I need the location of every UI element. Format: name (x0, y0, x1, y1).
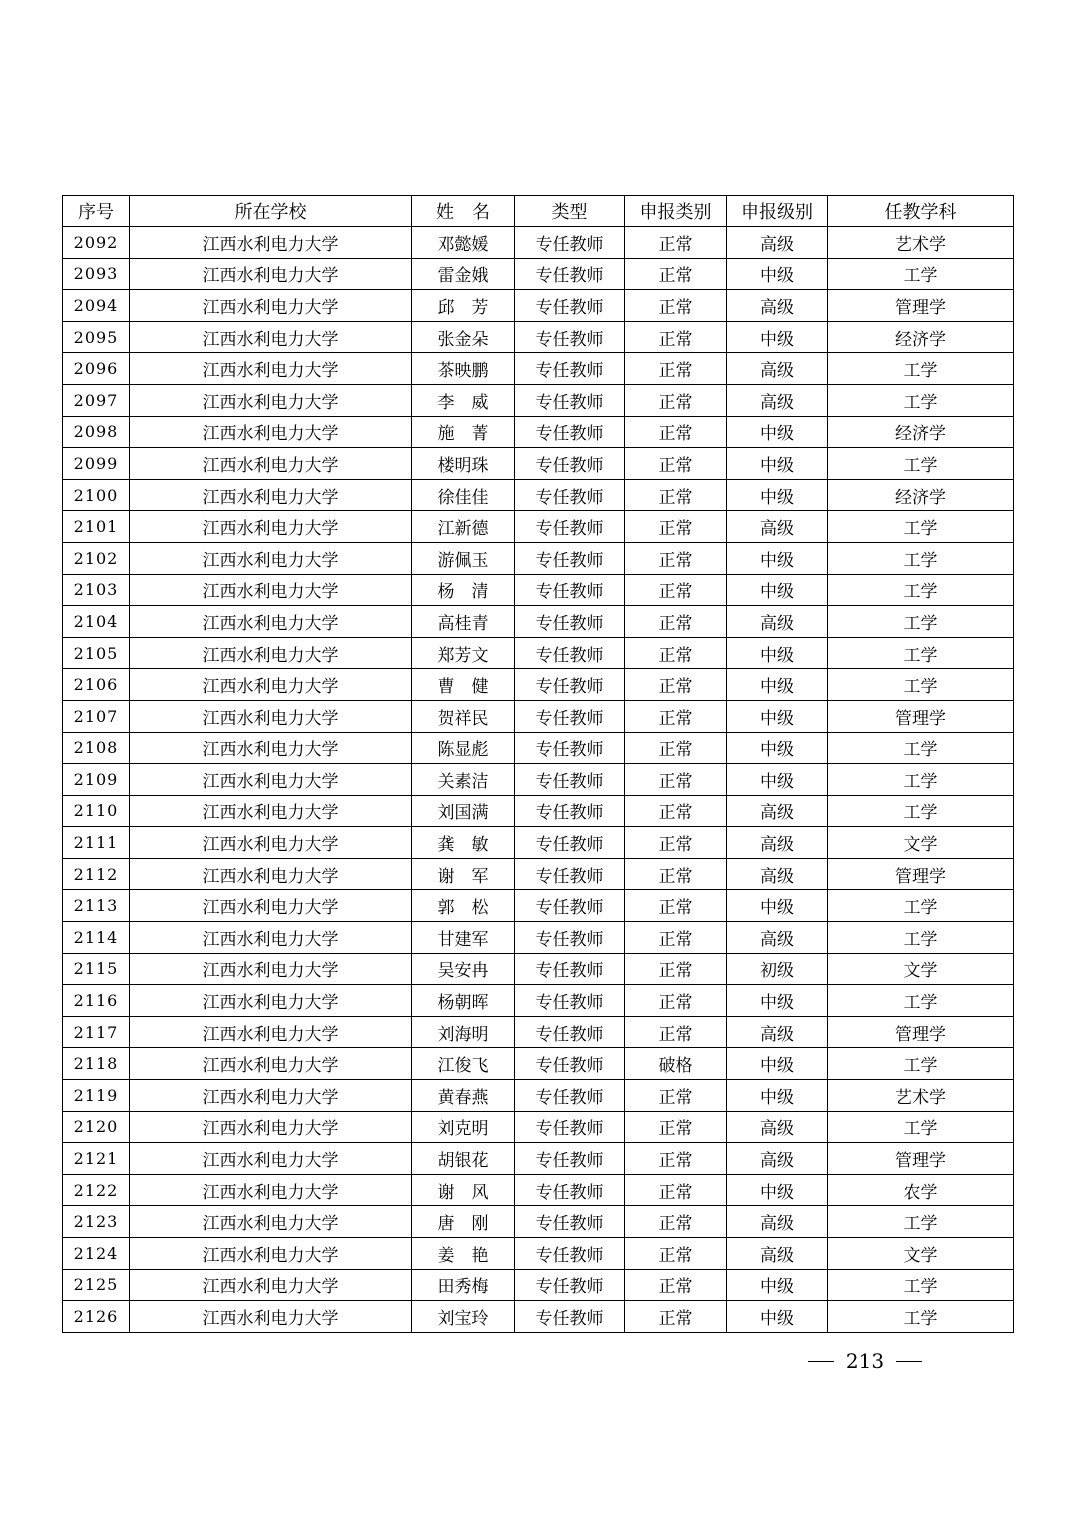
cell-type: 专任教师 (515, 764, 625, 796)
cell-level: 高级 (727, 384, 828, 416)
table-row (63, 1143, 1014, 1175)
cell-name: 杨朝晖 (412, 985, 515, 1017)
cell-index: 2111 (63, 827, 130, 859)
cell-school: 江西水利电力大学 (130, 1206, 412, 1238)
cell-index: 2108 (63, 732, 130, 764)
cell-name: 郭 松 (412, 890, 515, 922)
cell-school: 江西水利电力大学 (130, 479, 412, 511)
table-row (63, 290, 1014, 322)
col-header-index: 序号 (63, 196, 130, 227)
cell-type: 专任教师 (515, 1301, 625, 1333)
cell-index: 2105 (63, 637, 130, 669)
table-row (63, 1206, 1014, 1238)
cell-school: 江西水利电力大学 (130, 922, 412, 954)
cell-school: 江西水利电力大学 (130, 353, 412, 385)
cell-category: 正常 (625, 764, 727, 796)
cell-level: 中级 (727, 574, 828, 606)
cell-index: 2093 (63, 258, 130, 290)
cell-subject: 工学 (828, 1301, 1014, 1333)
cell-school: 江西水利电力大学 (130, 384, 412, 416)
cell-school: 江西水利电力大学 (130, 321, 412, 353)
cell-school: 江西水利电力大学 (130, 574, 412, 606)
cell-subject: 工学 (828, 606, 1014, 638)
table-header (63, 196, 1014, 227)
cell-subject: 工学 (828, 890, 1014, 922)
cell-index: 2107 (63, 700, 130, 732)
cell-index: 2097 (63, 384, 130, 416)
cell-level: 中级 (727, 479, 828, 511)
cell-level: 高级 (727, 827, 828, 859)
cell-category: 正常 (625, 795, 727, 827)
cell-name: 李 威 (412, 384, 515, 416)
table-row (63, 1301, 1014, 1333)
cell-category: 正常 (625, 1080, 727, 1112)
cell-name: 胡银花 (412, 1143, 515, 1175)
cell-subject: 工学 (828, 448, 1014, 480)
cell-name: 吴安冉 (412, 953, 515, 985)
cell-name: 杨 清 (412, 574, 515, 606)
table-row (63, 764, 1014, 796)
cell-subject: 工学 (828, 353, 1014, 385)
cell-subject: 工学 (828, 258, 1014, 290)
cell-name: 甘建军 (412, 922, 515, 954)
table-row (63, 922, 1014, 954)
cell-level: 初级 (727, 953, 828, 985)
cell-index: 2092 (63, 227, 130, 259)
cell-name: 邱 芳 (412, 290, 515, 322)
cell-name: 田秀梅 (412, 1269, 515, 1301)
cell-category: 正常 (625, 732, 727, 764)
cell-type: 专任教师 (515, 606, 625, 638)
cell-level: 中级 (727, 1269, 828, 1301)
cell-category: 正常 (625, 858, 727, 890)
cell-level: 高级 (727, 290, 828, 322)
cell-type: 专任教师 (515, 227, 625, 259)
cell-subject: 艺术学 (828, 227, 1014, 259)
table-row (63, 1238, 1014, 1270)
cell-name: 高桂青 (412, 606, 515, 638)
cell-school: 江西水利电力大学 (130, 1238, 412, 1270)
cell-type: 专任教师 (515, 290, 625, 322)
cell-name: 黄春燕 (412, 1080, 515, 1112)
cell-category: 正常 (625, 258, 727, 290)
cell-category: 正常 (625, 1206, 727, 1238)
cell-category: 正常 (625, 448, 727, 480)
table-row (63, 448, 1014, 480)
cell-level: 中级 (727, 732, 828, 764)
cell-subject: 工学 (828, 764, 1014, 796)
cell-type: 专任教师 (515, 1048, 625, 1080)
cell-school: 江西水利电力大学 (130, 858, 412, 890)
cell-index: 2096 (63, 353, 130, 385)
cell-type: 专任教师 (515, 1174, 625, 1206)
cell-type: 专任教师 (515, 637, 625, 669)
cell-index: 2123 (63, 1206, 130, 1238)
cell-type: 专任教师 (515, 1238, 625, 1270)
cell-subject: 文学 (828, 953, 1014, 985)
cell-index: 2126 (63, 1301, 130, 1333)
cell-school: 江西水利电力大学 (130, 637, 412, 669)
cell-index: 2125 (63, 1269, 130, 1301)
table-row (63, 827, 1014, 859)
cell-school: 江西水利电力大学 (130, 700, 412, 732)
cell-subject: 工学 (828, 542, 1014, 574)
table-row (63, 353, 1014, 385)
cell-subject: 工学 (828, 922, 1014, 954)
cell-index: 2119 (63, 1080, 130, 1112)
cell-school: 江西水利电力大学 (130, 890, 412, 922)
roster-table (62, 195, 1014, 1333)
cell-level: 中级 (727, 1301, 828, 1333)
cell-category: 正常 (625, 290, 727, 322)
cell-level: 中级 (727, 1174, 828, 1206)
table-row (63, 700, 1014, 732)
cell-type: 专任教师 (515, 1269, 625, 1301)
cell-index: 2120 (63, 1111, 130, 1143)
cell-name: 龚 敏 (412, 827, 515, 859)
cell-level: 高级 (727, 511, 828, 543)
cell-subject: 文学 (828, 827, 1014, 859)
cell-school: 江西水利电力大学 (130, 1048, 412, 1080)
cell-level: 高级 (727, 606, 828, 638)
table-row (63, 606, 1014, 638)
cell-subject: 农学 (828, 1174, 1014, 1206)
table-row (63, 890, 1014, 922)
table-row (63, 795, 1014, 827)
table-row (63, 637, 1014, 669)
cell-level: 中级 (727, 985, 828, 1017)
cell-school: 江西水利电力大学 (130, 1111, 412, 1143)
cell-name: 茶映鹏 (412, 353, 515, 385)
cell-level: 高级 (727, 1016, 828, 1048)
cell-index: 2124 (63, 1238, 130, 1270)
cell-level: 中级 (727, 764, 828, 796)
cell-index: 2122 (63, 1174, 130, 1206)
cell-category: 正常 (625, 479, 727, 511)
cell-name: 张金朵 (412, 321, 515, 353)
cell-level: 高级 (727, 795, 828, 827)
cell-category: 正常 (625, 922, 727, 954)
col-header-category: 申报类别 (625, 196, 727, 227)
cell-category: 正常 (625, 384, 727, 416)
cell-school: 江西水利电力大学 (130, 1174, 412, 1206)
cell-name: 雷金娥 (412, 258, 515, 290)
cell-name: 刘克明 (412, 1111, 515, 1143)
cell-subject: 管理学 (828, 700, 1014, 732)
cell-level: 中级 (727, 1048, 828, 1080)
cell-index: 2101 (63, 511, 130, 543)
cell-category: 正常 (625, 321, 727, 353)
cell-index: 2099 (63, 448, 130, 480)
cell-subject: 管理学 (828, 1143, 1014, 1175)
cell-school: 江西水利电力大学 (130, 1269, 412, 1301)
table-row (63, 384, 1014, 416)
cell-type: 专任教师 (515, 953, 625, 985)
table-row (63, 953, 1014, 985)
table-row (63, 1111, 1014, 1143)
cell-level: 高级 (727, 227, 828, 259)
cell-index: 2117 (63, 1016, 130, 1048)
cell-school: 江西水利电力大学 (130, 985, 412, 1017)
cell-name: 刘海明 (412, 1016, 515, 1048)
dash-left (808, 1361, 834, 1362)
cell-level: 中级 (727, 321, 828, 353)
cell-index: 2116 (63, 985, 130, 1017)
col-header-subject: 任教学科 (828, 196, 1014, 227)
table-row (63, 1048, 1014, 1080)
cell-type: 专任教师 (515, 700, 625, 732)
cell-name: 邓懿媛 (412, 227, 515, 259)
cell-name: 曹 健 (412, 669, 515, 701)
page-number: 213 (845, 1349, 885, 1373)
cell-level: 中级 (727, 448, 828, 480)
cell-school: 江西水利电力大学 (130, 827, 412, 859)
cell-category: 正常 (625, 700, 727, 732)
cell-level: 中级 (727, 669, 828, 701)
cell-subject: 工学 (828, 1269, 1014, 1301)
cell-category: 正常 (625, 953, 727, 985)
table-row (63, 669, 1014, 701)
cell-name: 游佩玉 (412, 542, 515, 574)
cell-name: 谢 军 (412, 858, 515, 890)
cell-category: 正常 (625, 574, 727, 606)
cell-category: 正常 (625, 1016, 727, 1048)
cell-level: 高级 (727, 1206, 828, 1238)
table-row (63, 227, 1014, 259)
cell-index: 2109 (63, 764, 130, 796)
cell-name: 关素洁 (412, 764, 515, 796)
cell-school: 江西水利电力大学 (130, 416, 412, 448)
cell-level: 中级 (727, 542, 828, 574)
cell-school: 江西水利电力大学 (130, 542, 412, 574)
cell-name: 江俊飞 (412, 1048, 515, 1080)
cell-school: 江西水利电力大学 (130, 258, 412, 290)
cell-subject: 经济学 (828, 416, 1014, 448)
cell-category: 正常 (625, 637, 727, 669)
cell-name: 贺祥民 (412, 700, 515, 732)
cell-index: 2112 (63, 858, 130, 890)
cell-type: 专任教师 (515, 258, 625, 290)
cell-category: 正常 (625, 1269, 727, 1301)
cell-name: 郑芳文 (412, 637, 515, 669)
cell-category: 正常 (625, 1174, 727, 1206)
col-header-level: 申报级别 (727, 196, 828, 227)
table-row (63, 1174, 1014, 1206)
cell-school: 江西水利电力大学 (130, 1143, 412, 1175)
cell-subject: 管理学 (828, 1016, 1014, 1048)
cell-category: 正常 (625, 1301, 727, 1333)
cell-type: 专任教师 (515, 985, 625, 1017)
cell-category: 正常 (625, 890, 727, 922)
cell-category: 正常 (625, 416, 727, 448)
table-row (63, 511, 1014, 543)
cell-type: 专任教师 (515, 448, 625, 480)
cell-subject: 工学 (828, 795, 1014, 827)
table-row (63, 258, 1014, 290)
cell-level: 中级 (727, 416, 828, 448)
cell-name: 楼明珠 (412, 448, 515, 480)
table-row (63, 1016, 1014, 1048)
cell-type: 专任教师 (515, 922, 625, 954)
cell-type: 专任教师 (515, 1143, 625, 1175)
cell-index: 2110 (63, 795, 130, 827)
cell-name: 徐佳佳 (412, 479, 515, 511)
cell-school: 江西水利电力大学 (130, 1016, 412, 1048)
cell-type: 专任教师 (515, 890, 625, 922)
cell-category: 正常 (625, 542, 727, 574)
cell-category: 破格 (625, 1048, 727, 1080)
cell-index: 2095 (63, 321, 130, 353)
cell-type: 专任教师 (515, 1016, 625, 1048)
cell-type: 专任教师 (515, 384, 625, 416)
cell-school: 江西水利电力大学 (130, 1301, 412, 1333)
cell-category: 正常 (625, 1111, 727, 1143)
cell-school: 江西水利电力大学 (130, 290, 412, 322)
cell-subject: 管理学 (828, 858, 1014, 890)
table-row (63, 732, 1014, 764)
cell-school: 江西水利电力大学 (130, 511, 412, 543)
table-row (63, 574, 1014, 606)
cell-category: 正常 (625, 353, 727, 385)
cell-subject: 经济学 (828, 479, 1014, 511)
table-row (63, 416, 1014, 448)
cell-school: 江西水利电力大学 (130, 953, 412, 985)
cell-category: 正常 (625, 669, 727, 701)
cell-type: 专任教师 (515, 827, 625, 859)
cell-school: 江西水利电力大学 (130, 795, 412, 827)
cell-school: 江西水利电力大学 (130, 764, 412, 796)
cell-level: 高级 (727, 353, 828, 385)
cell-index: 2104 (63, 606, 130, 638)
cell-index: 2102 (63, 542, 130, 574)
cell-subject: 工学 (828, 669, 1014, 701)
cell-index: 2103 (63, 574, 130, 606)
cell-category: 正常 (625, 227, 727, 259)
cell-category: 正常 (625, 1238, 727, 1270)
cell-index: 2114 (63, 922, 130, 954)
cell-subject: 工学 (828, 1048, 1014, 1080)
cell-school: 江西水利电力大学 (130, 227, 412, 259)
cell-subject: 工学 (828, 732, 1014, 764)
cell-type: 专任教师 (515, 669, 625, 701)
cell-level: 中级 (727, 700, 828, 732)
cell-type: 专任教师 (515, 574, 625, 606)
cell-type: 专任教师 (515, 858, 625, 890)
cell-name: 姜 艳 (412, 1238, 515, 1270)
cell-level: 高级 (727, 858, 828, 890)
col-header-type: 类型 (515, 196, 625, 227)
cell-level: 高级 (727, 1111, 828, 1143)
cell-subject: 艺术学 (828, 1080, 1014, 1112)
cell-subject: 工学 (828, 985, 1014, 1017)
cell-type: 专任教师 (515, 353, 625, 385)
cell-type: 专任教师 (515, 1080, 625, 1112)
cell-name: 陈显彪 (412, 732, 515, 764)
cell-level: 高级 (727, 922, 828, 954)
cell-index: 2094 (63, 290, 130, 322)
cell-type: 专任教师 (515, 479, 625, 511)
col-header-name: 姓 名 (412, 196, 515, 227)
cell-subject: 工学 (828, 1111, 1014, 1143)
cell-category: 正常 (625, 606, 727, 638)
cell-school: 江西水利电力大学 (130, 448, 412, 480)
cell-type: 专任教师 (515, 511, 625, 543)
cell-type: 专任教师 (515, 321, 625, 353)
cell-subject: 管理学 (828, 290, 1014, 322)
cell-index: 2115 (63, 953, 130, 985)
cell-type: 专任教师 (515, 416, 625, 448)
cell-level: 高级 (727, 1238, 828, 1270)
cell-category: 正常 (625, 985, 727, 1017)
cell-level: 高级 (727, 1143, 828, 1175)
cell-subject: 工学 (828, 1206, 1014, 1238)
cell-category: 正常 (625, 1143, 727, 1175)
cell-name: 刘国满 (412, 795, 515, 827)
cell-subject: 文学 (828, 1238, 1014, 1270)
col-header-school: 所在学校 (130, 196, 412, 227)
cell-type: 专任教师 (515, 542, 625, 574)
cell-subject: 工学 (828, 511, 1014, 543)
cell-type: 专任教师 (515, 1206, 625, 1238)
cell-index: 2118 (63, 1048, 130, 1080)
table-row (63, 321, 1014, 353)
table-row (63, 858, 1014, 890)
header-row (63, 196, 1014, 227)
cell-index: 2106 (63, 669, 130, 701)
cell-name: 谢 风 (412, 1174, 515, 1206)
page-footer (805, 1348, 925, 1374)
cell-subject: 工学 (828, 574, 1014, 606)
cell-index: 2113 (63, 890, 130, 922)
cell-type: 专任教师 (515, 732, 625, 764)
cell-subject: 工学 (828, 637, 1014, 669)
cell-name: 江新德 (412, 511, 515, 543)
cell-subject: 工学 (828, 384, 1014, 416)
cell-level: 中级 (727, 637, 828, 669)
table-row (63, 1080, 1014, 1112)
cell-level: 中级 (727, 890, 828, 922)
cell-level: 中级 (727, 1080, 828, 1112)
cell-name: 唐 刚 (412, 1206, 515, 1238)
cell-type: 专任教师 (515, 1111, 625, 1143)
table-row (63, 1269, 1014, 1301)
table-row (63, 479, 1014, 511)
cell-index: 2121 (63, 1143, 130, 1175)
cell-index: 2098 (63, 416, 130, 448)
dash-right (896, 1361, 922, 1362)
cell-name: 施 菁 (412, 416, 515, 448)
cell-subject: 经济学 (828, 321, 1014, 353)
cell-category: 正常 (625, 827, 727, 859)
table-row (63, 985, 1014, 1017)
cell-level: 中级 (727, 258, 828, 290)
cell-school: 江西水利电力大学 (130, 1080, 412, 1112)
cell-school: 江西水利电力大学 (130, 732, 412, 764)
cell-school: 江西水利电力大学 (130, 606, 412, 638)
table-row (63, 542, 1014, 574)
table-body (63, 227, 1014, 1333)
cell-category: 正常 (625, 511, 727, 543)
cell-type: 专任教师 (515, 795, 625, 827)
cell-school: 江西水利电力大学 (130, 669, 412, 701)
cell-name: 刘宝玲 (412, 1301, 515, 1333)
cell-index: 2100 (63, 479, 130, 511)
